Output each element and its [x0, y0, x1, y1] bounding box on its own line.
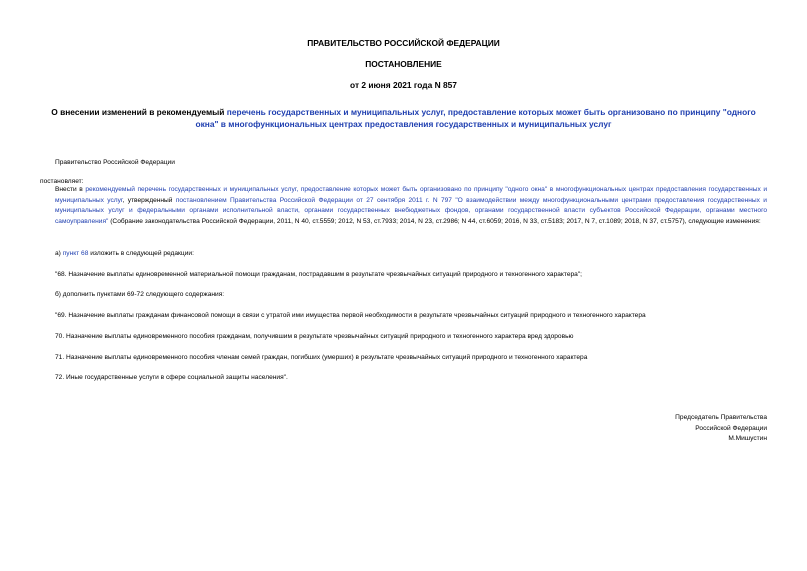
title-prefix: О внесении изменений в рекомендуемый	[51, 107, 227, 117]
signature-name: М.Мишустин	[728, 435, 767, 442]
item-a-link[interactable]: пункт 68	[62, 250, 89, 257]
intro-list-link[interactable]: рекомендуемый перечень государственных и муниципальных услуг, предоставление которых может быть организовано по принципу "одного окна" в многофункциональных центрах предоставления государственных и муниципальных услуг	[55, 186, 768, 204]
item-71: 71. Назначение выплаты единовременного пособия членам семей граждан, погибших (умерших) в результате чрезвычайных ситуаций природного и техногенного характера	[55, 354, 588, 361]
item-72: 72. Иные государственные услуги в сфере социальной защиты населения".	[55, 374, 288, 381]
intro-decree-link[interactable]: постановлением Правительства Российской Федерации от 27 сентября 2011 г. N 797 "О взаимодействии между многофункциональными центрами предоставления государственных и муниципальных услуг и федеральными органами исполнительной власти, органами государственных внебюджетных фондов, органами государственной власти субъектов Российской Федерации, органами местного самоуправления"	[55, 196, 767, 225]
title-link[interactable]: перечень государственных и муниципальных услуг, предоставление которых может быть организовано по принципу "одного окна" в многофункциональных центрах предоставления государственных и муниципальных услуг	[195, 107, 756, 129]
signature-block	[675, 413, 767, 445]
intro-text-2: , утвержденный	[122, 196, 176, 204]
intro-text-1: Внести в	[55, 186, 86, 193]
decides-text: постановляет:	[40, 178, 84, 185]
item-a	[55, 249, 194, 260]
item-69: "69. Назначение выплаты гражданам финансовой помощи в связи с утратой ими имущества первой необходимости в результате чрезвычайных ситуаций природного и техногенного характера	[55, 312, 646, 319]
intro-paragraph	[55, 185, 767, 227]
signature-country: Российской Федерации	[695, 424, 767, 432]
issuer-text: Правительство Российской Федерации	[55, 159, 175, 166]
item-70: 70. Назначение выплаты единовременного пособия гражданам, получившим в результате чрезвычайных ситуаций природного и техногенного характера вред здоровью	[55, 333, 574, 340]
item-a-prefix: а)	[55, 250, 63, 257]
item-b: б) дополнить пунктами 69-72 следующего содержания:	[55, 291, 225, 298]
document-type: ПОСТАНОВЛЕНИЕ	[365, 59, 442, 69]
intro-text-3: (Собрание законодательства Российской Федерации, 2011, N 40, ст.5559; 2012, N 53, ст.7933; 2014, N 23, ст.2986; N 44, ст.6059; 2016, N 33, ст.5183; 2017, N 7, ст.1089; 2018, N 37, ст.5757), следующие изменения:	[108, 217, 761, 225]
item-a-suffix: изложить в следующей редакции:	[88, 250, 194, 257]
document-title	[40, 106, 767, 130]
signature-title: Председатель Правительства	[675, 414, 767, 421]
government-heading: ПРАВИТЕЛЬСТВО РОССИЙСКОЙ ФЕДЕРАЦИИ	[307, 38, 500, 48]
document-date-number: от 2 июня 2021 года N 857	[350, 80, 457, 90]
item-68: "68. Назначение выплаты единовременной материальной помощи гражданам, пострадавшим в результате чрезвычайных ситуаций природного и техногенного характера";	[55, 271, 583, 278]
